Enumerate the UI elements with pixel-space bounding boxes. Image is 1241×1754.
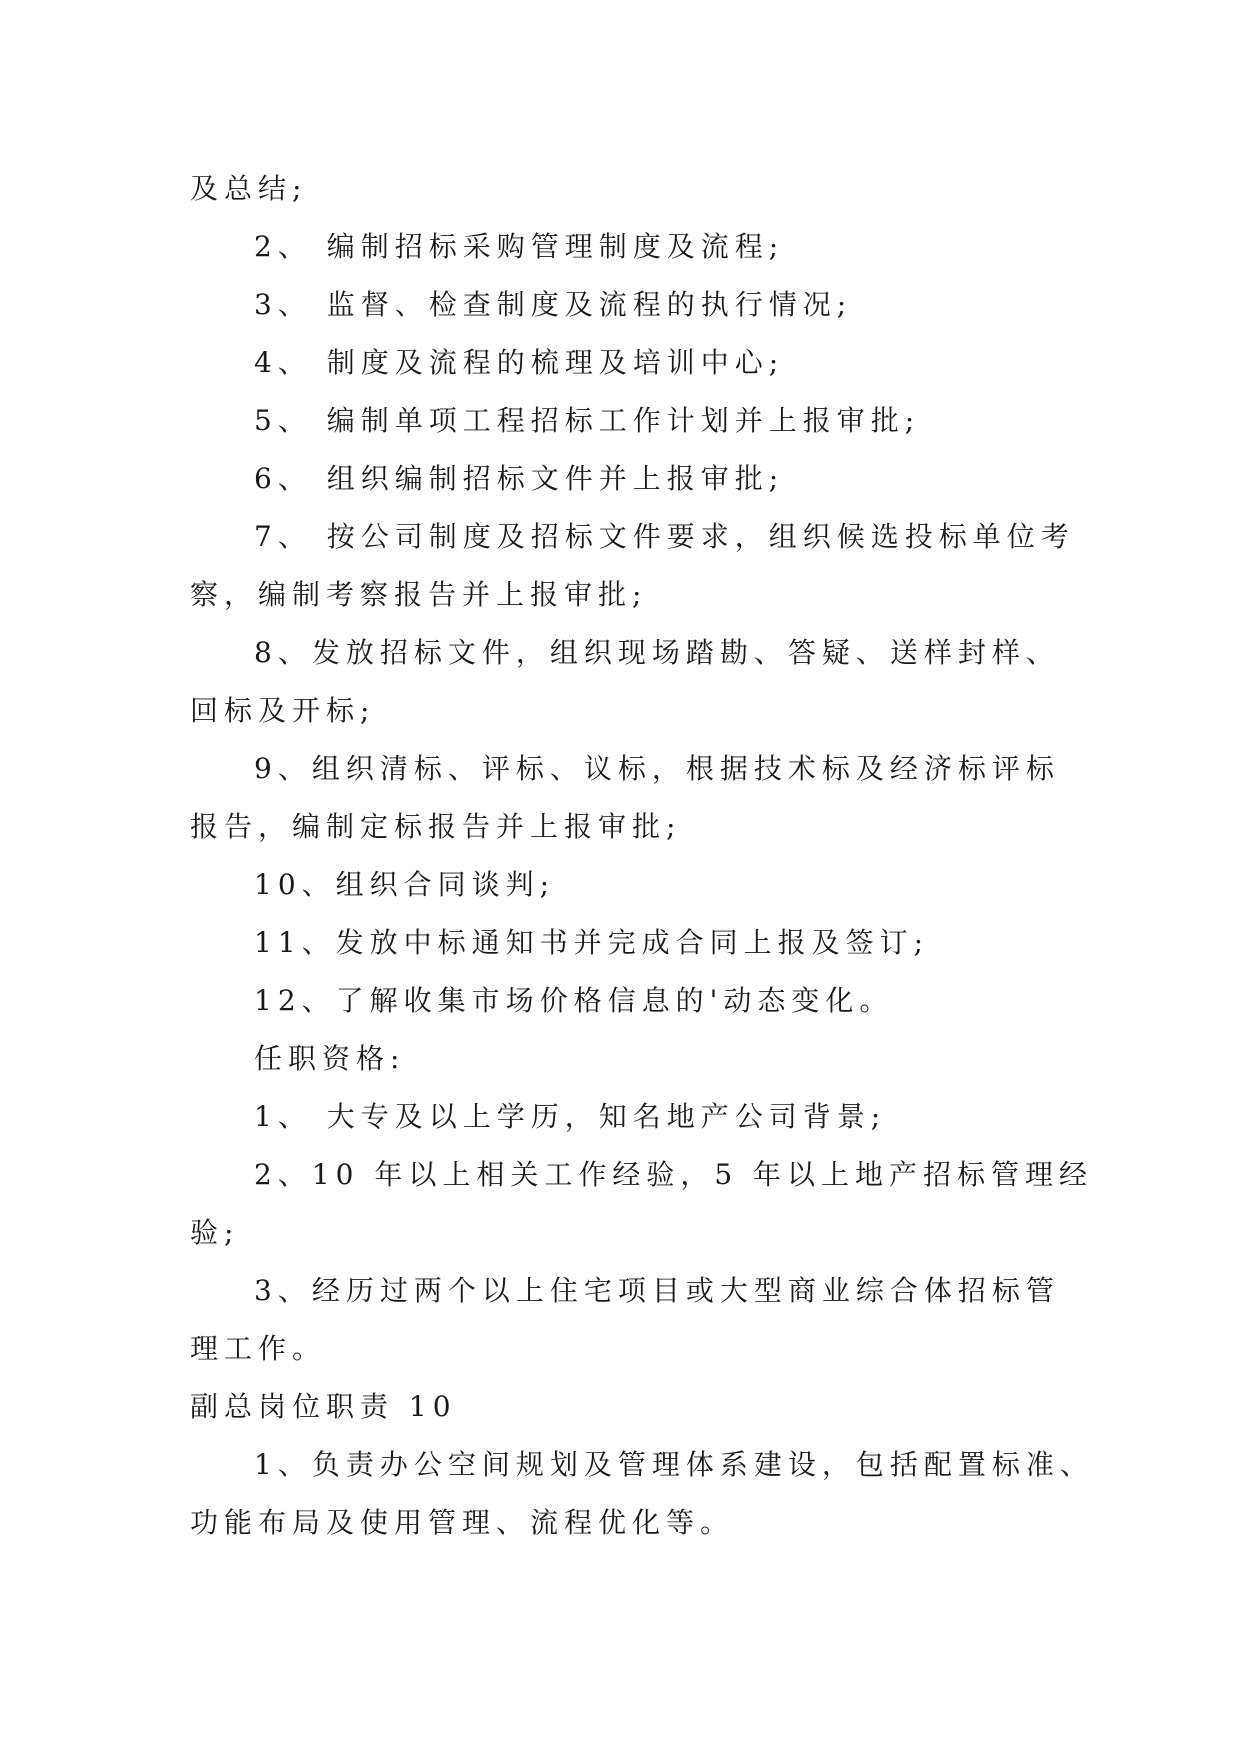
text-line: 11、发放中标通知书并完成合同上报及签订; [254,926,930,959]
text-line: 1、 大专及以上学历，知名地产公司背景; [254,1100,887,1133]
text-line: 报告，编制定标报告并上报审批; [190,810,682,843]
text-line: 10、组织合同谈判; [254,868,556,901]
section-title: 副总岗位职责 10 [190,1390,457,1423]
text-line: 功能布局及使用管理、流程优化等。 [190,1506,735,1539]
section-heading: 任职资格: [254,1042,406,1075]
text-line: 2、10 年以上相关工作经验，5 年以上地产招标管理经 [254,1158,1094,1191]
text-line: 及总结; [190,172,308,205]
text-line: 5、 编制单项工程招标工作计划并上报审批; [254,404,921,437]
text-line: 理工作。 [190,1332,327,1365]
text-line: 8、发放招标文件，组织现场踏勘、答疑、送样封样、 [254,636,1060,669]
text-line: 1、负责办公空间规划及管理体系建设，包括配置标准、 [254,1448,1094,1481]
text-line: 12、了解收集市场价格信息的'动态变化。 [254,984,894,1017]
text-line: 验; [190,1216,240,1249]
text-line: 回标及开标; [190,694,376,727]
text-line: 7、 按公司制度及招标文件要求，组织候选投标单位考 [254,520,1075,553]
text-line: 察，编制考察报告并上报审批; [190,578,648,611]
text-line: 4、 制度及流程的梳理及培训中心; [254,346,785,379]
text-line: 9、组织清标、评标、议标，根据技术标及经济标评标 [254,752,1060,785]
text-line: 2、 编制招标采购管理制度及流程; [254,230,785,263]
text-line: 3、 监督、检查制度及流程的执行情况; [254,288,853,321]
text-line: 6、 组织编制招标文件并上报审批; [254,462,785,495]
text-line: 3、经历过两个以上住宅项目或大型商业综合体招标管 [254,1274,1060,1307]
document-page [190,160,1094,1552]
